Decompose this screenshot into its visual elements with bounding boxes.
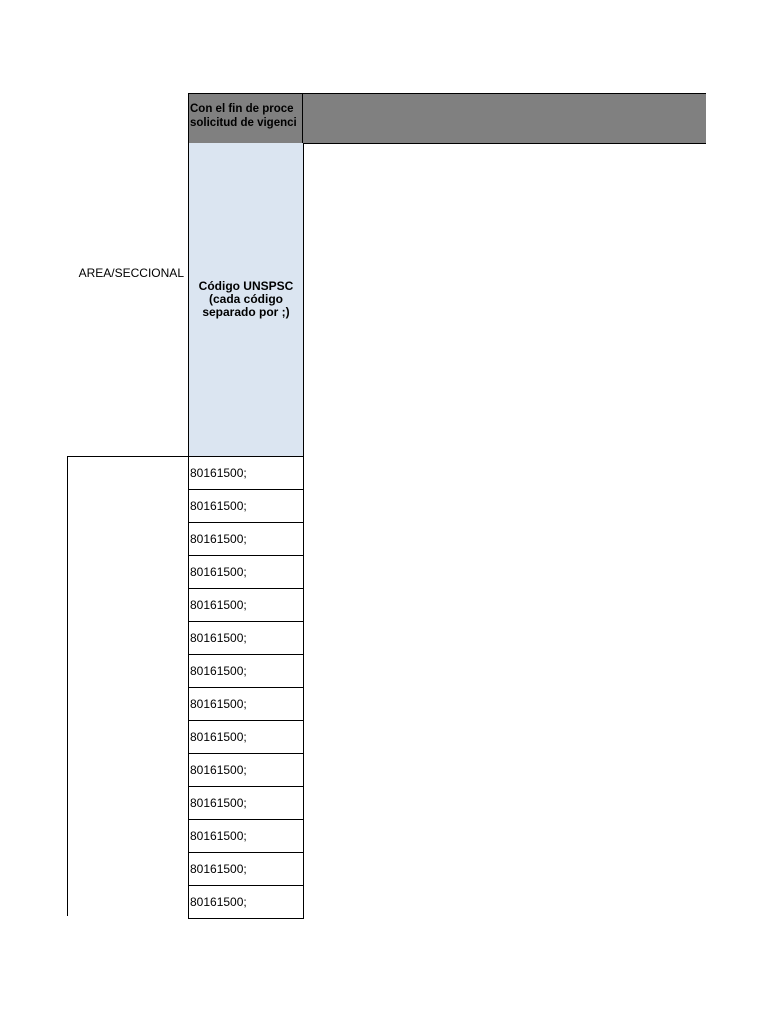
- unspsc-code-cell[interactable]: 80161500;: [188, 885, 304, 919]
- unspsc-code-list: [188, 456, 304, 919]
- area-seccional-label: AREA/SECCIONAL: [78, 266, 184, 280]
- unspsc-code-cell[interactable]: 80161500;: [188, 555, 304, 588]
- banner-text-cell[interactable]: Con el fin de proce solicitud de vigenci: [188, 94, 303, 143]
- header-banner: [188, 93, 706, 144]
- unspsc-code-cell[interactable]: 80161500;: [188, 720, 304, 753]
- unspsc-code-cell[interactable]: 80161500;: [188, 621, 304, 654]
- unspsc-code-cell[interactable]: 80161500;: [188, 753, 304, 786]
- unspsc-code-cell[interactable]: 80161500;: [188, 852, 304, 885]
- unspsc-code-cell[interactable]: 80161500;: [188, 687, 304, 720]
- unspsc-code-cell[interactable]: 80161500;: [188, 489, 304, 522]
- unspsc-code-cell[interactable]: 80161500;: [188, 522, 304, 555]
- unspsc-column-header[interactable]: [188, 143, 304, 456]
- unspsc-code-cell[interactable]: 80161500;: [188, 456, 304, 489]
- row-group-border: [67, 456, 188, 916]
- unspsc-code-cell[interactable]: 80161500;: [188, 588, 304, 621]
- unspsc-code-cell[interactable]: 80161500;: [188, 819, 304, 852]
- unspsc-code-cell[interactable]: 80161500;: [188, 654, 304, 687]
- unspsc-column-header-text: Código UNSPSC (cada código separado por ;): [198, 279, 294, 319]
- unspsc-code-cell[interactable]: 80161500;: [188, 786, 304, 819]
